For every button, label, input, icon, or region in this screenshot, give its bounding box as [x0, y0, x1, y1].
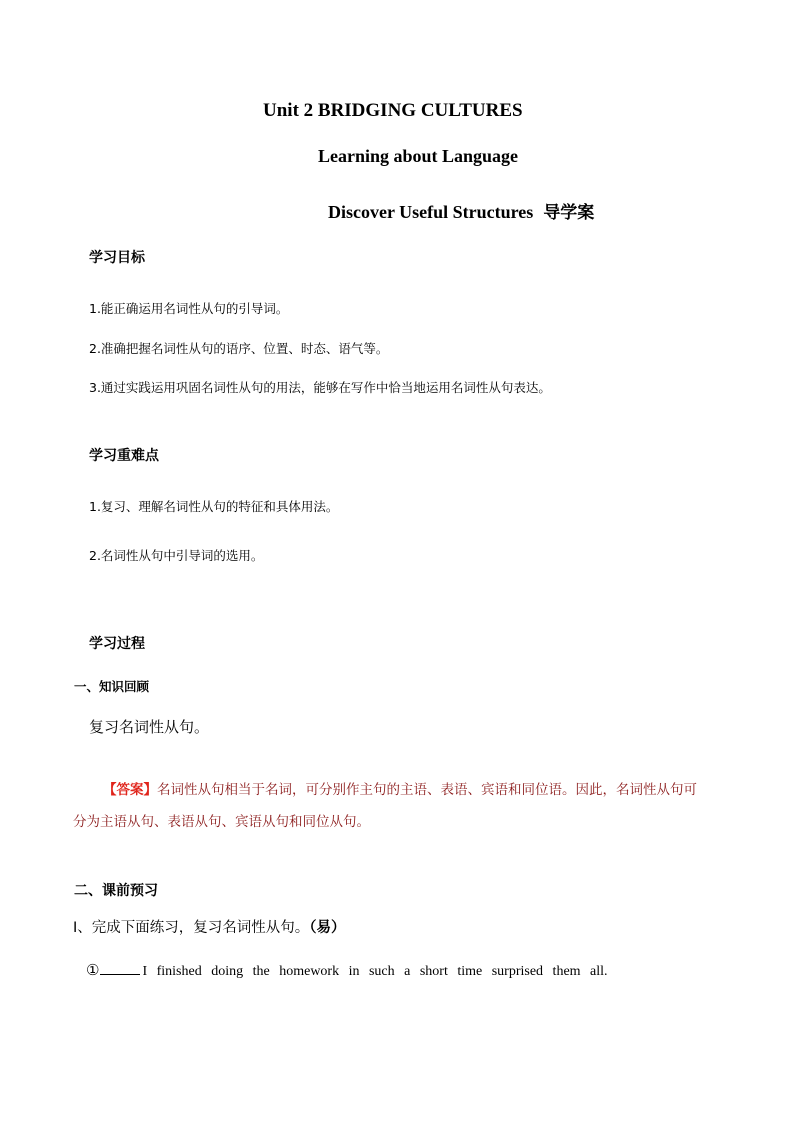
answer-text-line1: 名词性从句相当于名词，可分别作主句的主语、表语、宾语和同位语。因此，名词性从句可: [157, 782, 697, 798]
answer-blank[interactable]: [100, 960, 140, 975]
key-points-heading: 学习重难点: [89, 448, 159, 464]
goal-item: 2.准确把握名词性从句的语序、位置、时态、语气等。: [89, 341, 389, 356]
document-subtitle: Learning about Language: [318, 146, 519, 166]
question-text: I finished doing the homework in such a short time surprised them all.: [142, 964, 608, 979]
answer-paragraph-line1: [103, 778, 697, 798]
process-heading: 学习过程: [89, 636, 145, 652]
section-title-cn: 导学案: [543, 203, 595, 223]
goal-item: 1.能正确运用名词性从句的引导词。: [89, 301, 289, 316]
section-title-en: Discover Useful Structures: [328, 202, 534, 222]
goals-heading: 学习目标: [89, 250, 145, 266]
key-point-item: 1.复习、理解名词性从句的特征和具体用法。: [89, 499, 339, 514]
answer-tag: 【答案】: [103, 782, 157, 798]
exercise-intro: [73, 916, 346, 937]
question-1: [86, 960, 608, 980]
exercise-intro-text: I、完成下面练习，复习名词性从句。: [73, 920, 310, 936]
question-number: ①: [86, 961, 100, 979]
key-point-item: 2.名词性从句中引导词的选用。: [89, 548, 264, 563]
review-task: 复习名词性从句。: [89, 718, 210, 736]
goal-item: 3.通过实践运用巩固名词性从句的用法，能够在写作中恰当地运用名词性从句表达。: [89, 380, 551, 395]
section2-title: 二、课前预习: [74, 883, 158, 899]
answer-text-line2: 分为主语从句、表语从句、宾语从句和同位从句。: [73, 814, 370, 830]
section-title: [328, 198, 594, 223]
section1-title: 一、知识回顾: [74, 679, 150, 694]
difficulty-level: （易）: [309, 920, 346, 936]
document-title: Unit 2 BRIDGING CULTURES: [263, 100, 523, 121]
